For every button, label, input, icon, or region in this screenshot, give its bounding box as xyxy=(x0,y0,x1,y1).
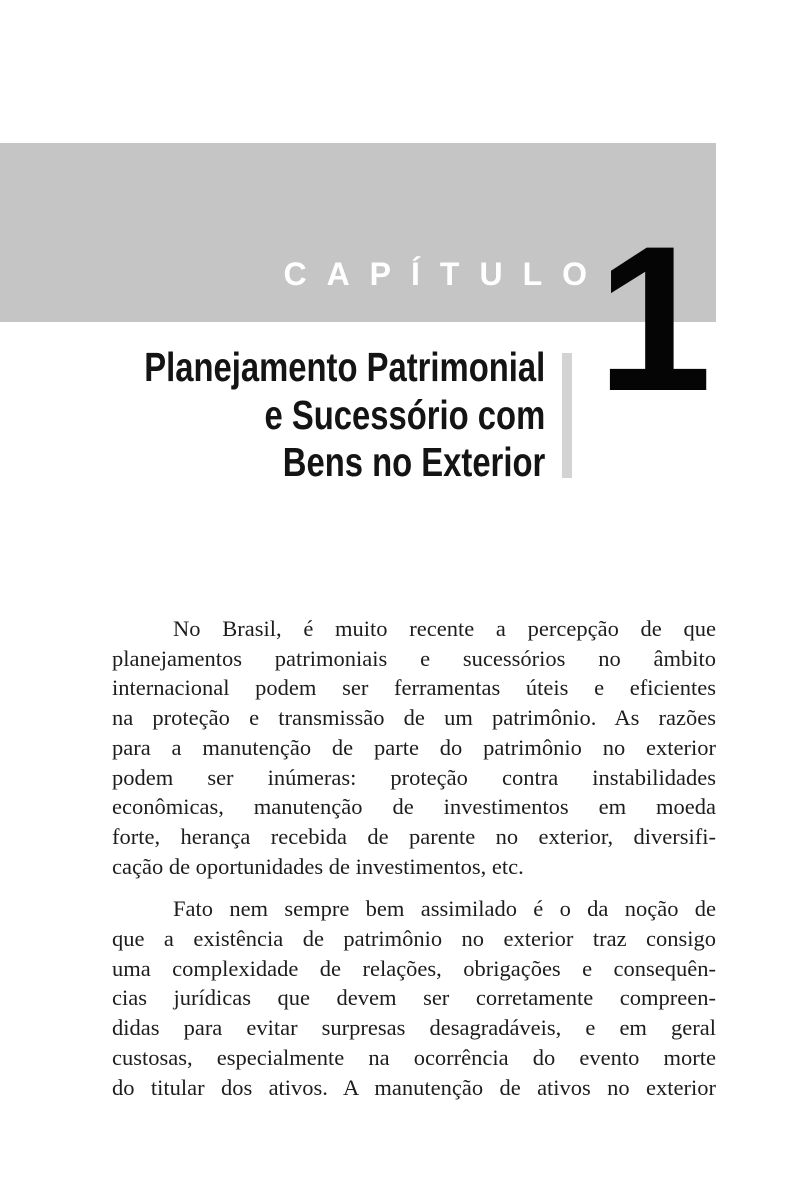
text-line: Fato nem sempre bem assimilado é o da noção de xyxy=(173,896,716,922)
chapter-title-line: e Sucessório com xyxy=(264,391,545,438)
text-line: didas para evitar surpresas desagradáveis, e em geral xyxy=(112,1015,716,1041)
text-line: custosas, especialmente na ocorrência do evento morte xyxy=(112,1044,716,1070)
text-line: que a existência de patrimônio no exterior traz consigo xyxy=(112,926,716,952)
text-line: cação de oportunidades de investimentos, etc. xyxy=(112,853,524,879)
text-line: do titular dos ativos. A manutenção de ativos no exterior xyxy=(112,1074,716,1100)
chapter-label: CAPÍTULO xyxy=(283,256,607,292)
text-line: forte, herança recebida de parente no exterior, diversifi- xyxy=(112,823,716,849)
chapter-number xyxy=(596,203,718,434)
paragraph xyxy=(112,894,716,1102)
text-line: planejamentos patrimoniais e sucessórios no âmbito xyxy=(112,645,716,671)
title-accent-bar xyxy=(562,353,572,478)
text-line: No Brasil, é muito recente a percepção de que xyxy=(173,616,716,641)
text-line: na proteção e transmissão de um patrimônio. As razões xyxy=(112,705,716,731)
paragraph xyxy=(112,614,716,881)
chapter-number-text: 1 xyxy=(596,203,712,434)
chapter-title-line: Bens no Exterior xyxy=(282,439,545,485)
text-line: econômicas, manutenção de investimentos em moeda xyxy=(112,794,716,820)
text-line: podem ser inúmeras: proteção contra instabilidades xyxy=(112,764,716,790)
text-line: uma complexidade de relações, obrigações e consequên- xyxy=(112,955,716,981)
text-line: para a manutenção de parte do patrimônio no exterior xyxy=(112,734,716,760)
chapter-title xyxy=(144,344,545,487)
text-line: cias jurídicas que devem ser corretamente compreen- xyxy=(112,985,716,1011)
text-line: internacional podem ser ferramentas úteis e eficientes xyxy=(112,675,716,701)
chapter-title-line: Planejamento Patrimonial xyxy=(144,344,545,390)
body-text xyxy=(112,614,716,1102)
